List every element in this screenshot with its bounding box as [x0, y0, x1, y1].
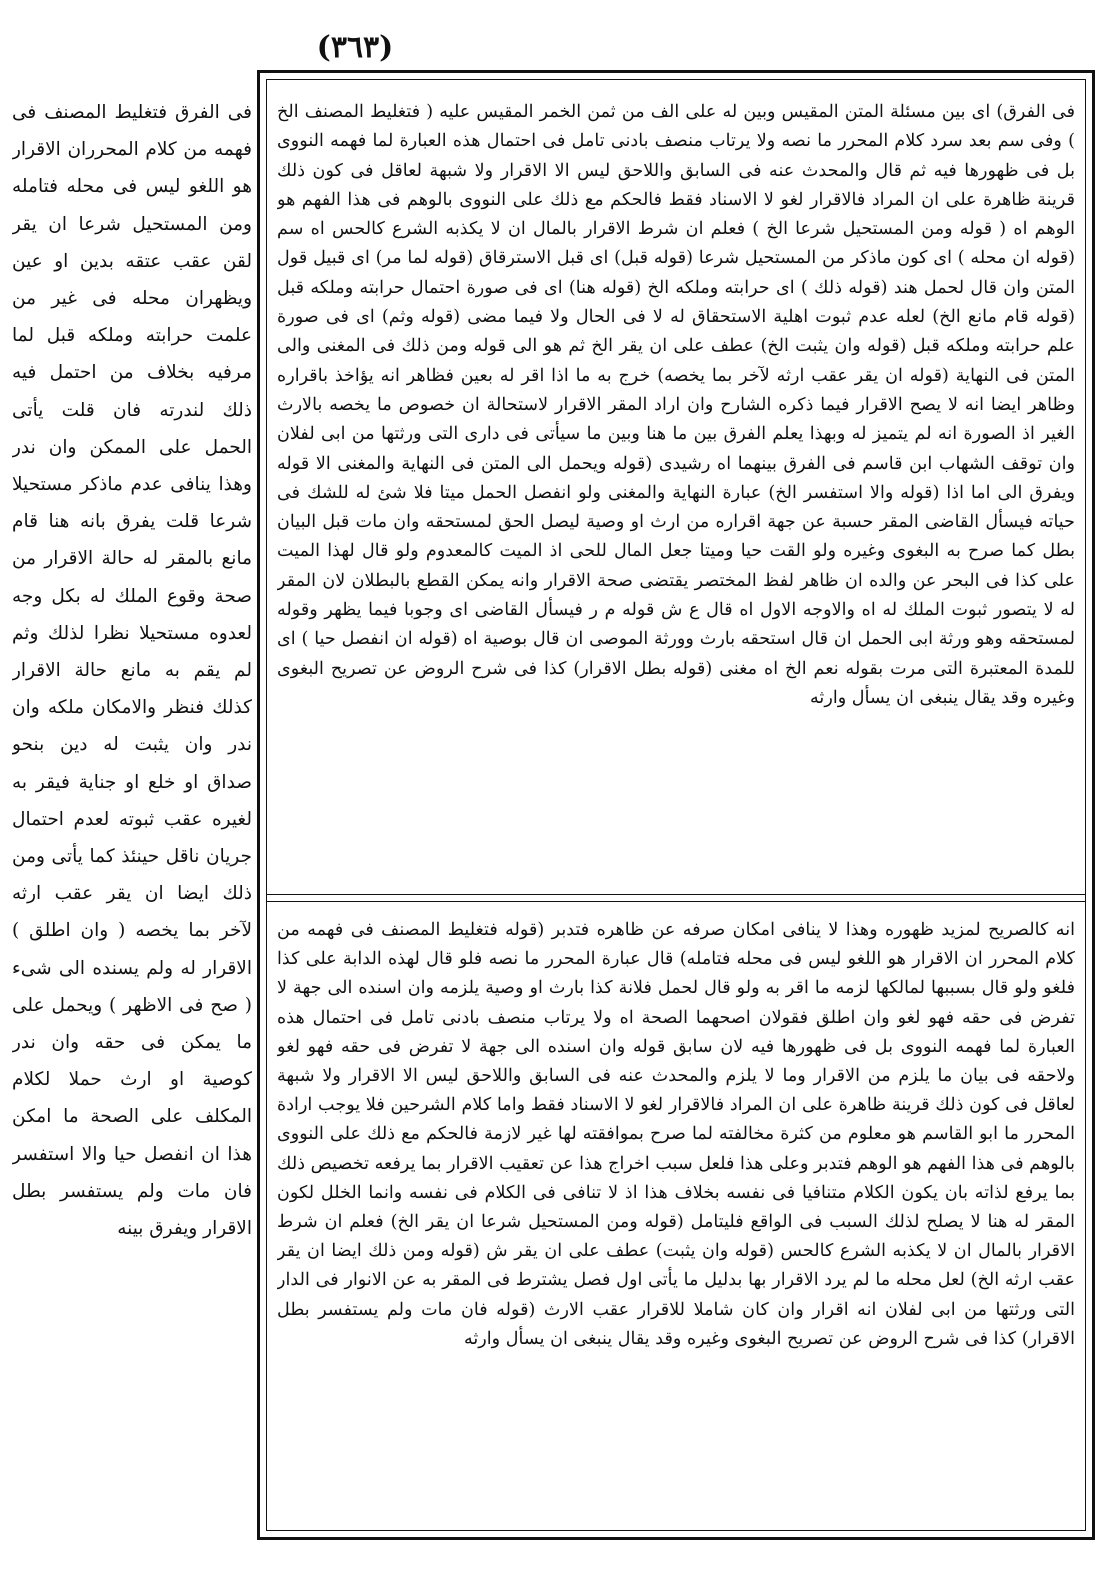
lower-commentary	[277, 916, 1075, 1530]
commentary-inner-frame	[266, 79, 1086, 1531]
commentary-frame	[257, 70, 1095, 1540]
side-column-paragraph: فى الفرق فتغليط المصنف فى فهمه من كلام المحرران الاقرار هو اللغو ليس فى محله فتامله ومن المستحيل شرعا ان يقر لقن عقب عتقه بدين او عين ويظهران محله فى غير من علمت حرابته وملكه قبل لما مرفيه بخلاف من احتمل فيه ذلك لندرته فان قلت يأتى الحمل على الممكن وان ندر وهذا ينافى عدم ماذكر مستحيلا شرعا قلت يفرق بانه هنا قام مانع بالمقر له حالة الاقرار من صحة وقوع الملك له بكل وجه لعدوه مستحيلا نظرا لذلك وثم لم يقم به مانع حالة الاقرار كذلك فنظر والامكان ملكه وان ندر وان يثبت له دين بنحو صداق او خلع او جناية فيقر به لغيره عقب ثبوته لعدم احتمال جريان ناقل حينئذ كما يأتى ومن ذلك ايضا ان يقر عقب ارثه لآخر بما يخصه ( وان اطلق ) الاقرار له ولم يسنده الى شىء ( صح فى الاظهر ) ويحمل على ما يمكن فى حقه وان ندر كوصية او ارث حملا لكلام المكلف على الصحة ما امكن هذا ان انفصل حيا والا استفسر فان مات ولم يستفسر بطل الاقرار ويفرق بينه	[12, 102, 252, 1240]
upper-commentary	[277, 98, 1075, 888]
page-number: (٣٦٣)	[316, 30, 394, 65]
upper-commentary-paragraph: فى الفرق) اى بين مسئلة المتن المقيس وبين له على الف من ثمن الخمر المقيس عليه ( فتغليط المصنف الخ ) وفى سم بعد سرد كلام المحرر ما نصه ولا يرتاب منصف بادنى تامل فى احتمال هذه العبارة لما فهمه النووى بل فى ظهورها فيه ثم قال والمحدث عنه فى السابق واللاحق ليس الا الاقرار ولا شبهة لعاقل فى كون ذلك قرينة ظاهرة على ان المراد فالاقرار لغو لا الاسناد فقط فالحكم مع ذلك على النووى بالوهم فى هذا الفهم هو الوهم اه ( قوله ومن المستحيل شرعا الخ ) فعلم ان شرط الاقرار بالمال ان لا يكذبه الشرع كالحس اه سم (قوله ان محله ) اى كون ماذكر من المستحيل شرعا (قوله قبل) اى قبل الاسترقاق (قوله لما مر) اى قبيل قول المتن وان قال لحمل هند (قوله ذلك ) اى حرابته وملكه الخ (قوله هنا) اى فى صورة احتمال حرابته وملكه قبل (قوله قام مانع الخ) لعله عدم ثبوت اهلية الاستحقاق له لا فى الحال ولا فيما مضى (قوله وثم) اى فى صورة علم حرابته وملكه قبل (قوله وان يثبت الخ) عطف على ان يقر الخ ثم هو الى قوله ومن ذلك فى المغنى والى المتن فى النهاية (قوله ان يقر عقب ارثه لآخر بما يخصه) خرج به ما اذا اقر له بعين فظاهر انه يؤاخذ باقراره وظاهر ايضا انه لا يصح الاقرار فيما ذكره الشارح وان اراد المقر الاقرار لاستحالة ان خصوص ما يخصه بالارث الغير اذ الصورة انه لم يتميز له وبهذا يعلم الفرق بين ما هنا وبين ما سيأتى فى دارى التى ورثتها من ابى لفلان وان توقف الشهاب ابن قاسم فى الفرق بينهما اه رشيدى (قوله ويحمل الى المتن فى النهاية والمغنى الا قوله ويفرق الى اما اذا (قوله والا استفسر الخ) عبارة النهاية والمغنى ولو انفصل الحمل ميتا فلا شئ له للشك فى حياته فيسأل القاضى المقر حسبة عن جهة اقراره من ارث او وصية ليصل الحق لمستحقه وان مات قبل البيان بطل كما صرح به البغوى وغيره ولو القت حيا وميتا جعل المال للحى اذ الميت كالمعدوم ولو قال لهذا الميت على كذا فى البحر عن والده ان ظاهر لفظ المختصر يقتضى صحة الاقرار وانه يمكن القطع بالبطلان لان المقر له لا يتصور ثبوت الملك له اه والاوجه الاول اه قال ع ش قوله م ر فيسأل القاضى اى وجوبا فيما يظهر وقوله لمستحقه وهو ورثة ابى الحمل ان قال استحقه بارث وورثة الموصى ان قال بوصية اه (قوله ان انفصل حيا ) اى للمدة المعتبرة التى مرت بقوله نعم الخ اه مغنى (قوله بطل الاقرار) كذا فى شرح الروض عن تصريح البغوى وغيره وقد يقال ينبغى ان يسأل وارثه	[277, 102, 1075, 708]
section-divider	[267, 894, 1085, 902]
side-column-text	[12, 94, 252, 1244]
lower-commentary-paragraph: انه كالصريح لمزيد ظهوره وهذا لا ينافى امكان صرفه عن ظاهره فتدبر (قوله فتغليط المصنف فى فهمه من كلام المحرر ان الاقرار هو اللغو ليس فى محله فتامله) قال عبارة المحرر ما نصه فلو قال لهذه الدابة على كذا فلغو ولو قال بسببها لمالكها لزمه ما اقر به ولو قال لحمل فلانة كذا بارث او وصية يلزمه وان اسنده الى جهة لا تفرض فى حقه فهو لغو وان اطلق فقولان اصحهما الصحة اه ولا يرتاب منصف بادنى تامل فى احتمال هذه العبارة لما فهمه النووى بل فى ظهورها فيه لان سابق قوله وان اسنده الى جهة لا تفرض فى حقه فهو لغو ولاحقه فى بيان ما يلزم من الاقرار وما لا يلزم والمحدث عنه فى السابق واللاحق ليس الا الاقرار ولا شبهة لعاقل فى كون ذلك قرينة ظاهرة على ان المراد فالاقرار لغو لا الاسناد فقط واما كلام الشرحين فلا يوجب ارادة المحرر ما ابو القاسم هو معلوم من كثرة مخالفته لما صرح بموافقته لها غير لازمة فالحكم مع ذلك على النووى بالوهم فى هذا الفهم هو الوهم فتدبر وعلى هذا فلعل سبب اخراج هذا عن تعقيب الاقرار بما يرفعه تخصيص ذلك بما يرفع لذاته بان يكون الكلام متنافيا فى نفسه بخلاف هذا اذ لا تنافى فى الكلام فى نفسه وانما الخلل لكون المقر له هنا لا يصلح لذلك السبب فى الواقع فليتامل (قوله ومن المستحيل شرعا ان يقر الخ) فعلم ان شرط الاقرار بالمال ان لا يكذبه الشرع كالحس (قوله وان يثبت) عطف على ان يقر ش (قوله ومن ذلك ايضا ان يقر عقب ارثه الخ) لعل محله ما لم يرد الاقرار بها بدليل ما يأتى اول فصل يشترط فى المقر به عن الانوار فى الدار التى ورثتها من ابى لفلان انه اقرار وان كان شاملا للاقرار عقب الارث (قوله فان مات ولم يستفسر بطل الاقرار) كذا فى شرح الروض عن تصريح البغوى وغيره وقد يقال ينبغى ان يسأل وارثه	[277, 920, 1075, 1349]
